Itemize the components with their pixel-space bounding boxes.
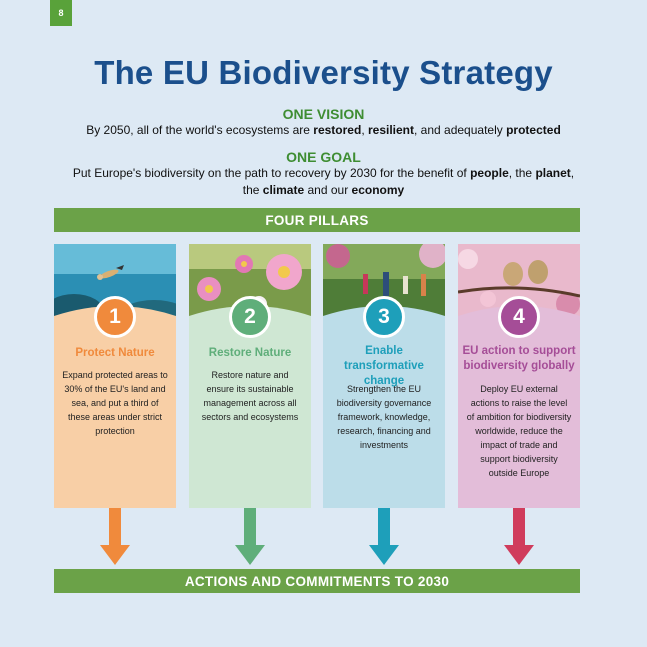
pillar-card-transformative-change <box>323 244 445 508</box>
vision-text: By 2050, all of the world's ecosystems are restored, resilient, and adequately protected <box>86 123 561 137</box>
down-arrow-icon <box>235 508 265 565</box>
actions-commitments-bar: ACTIONS AND COMMITMENTS TO 2030 <box>54 569 580 593</box>
pillar-title: EU action to support biodiversity globally <box>462 345 576 372</box>
pillar-description: Expand protected areas to 30% of the EU's land and sea, and put a third of these areas under strict protection <box>62 370 168 436</box>
down-arrow-icon <box>100 508 130 565</box>
goal-text: Put Europe's biodiversity on the path to recovery by 2030 for the benefit of people, the planet, the climate and our economy <box>72 166 575 197</box>
goal-heading: ONE GOAL <box>286 149 361 165</box>
page-number: 8 <box>50 0 72 26</box>
pillar-number-badge: 2 <box>229 296 271 338</box>
pillar-description: Deploy EU external actions to raise the level of ambition for biodiversity worldwide, reduce the impact of trade and support biodiversity outside Europe <box>466 384 572 478</box>
pillar-title: Enable transformative change <box>344 345 424 387</box>
down-arrow-icon <box>504 508 534 565</box>
page-title: The EU Biodiversity Strategy <box>94 54 553 91</box>
pillar-number-badge: 3 <box>363 296 405 338</box>
pillar-card-global-action <box>458 244 580 508</box>
pillar-card-protect-nature <box>54 244 176 508</box>
pillar-title: Restore Nature <box>208 347 292 359</box>
pillar-card-restore-nature <box>189 244 311 508</box>
pillar-title: Protect Nature <box>75 347 155 359</box>
pillar-number-badge: 4 <box>498 296 540 338</box>
four-pillars-bar: FOUR PILLARS <box>54 208 580 232</box>
pillar-number-badge: 1 <box>94 296 136 338</box>
pillar-description: Strengthen the EU biodiversity governance framework, knowledge, research, financing and investments <box>336 384 432 450</box>
vision-heading: ONE VISION <box>282 106 365 122</box>
pillar-description: Restore nature and ensure its sustainable management across all sectors and ecosystems <box>201 370 299 422</box>
down-arrow-icon <box>369 508 399 565</box>
